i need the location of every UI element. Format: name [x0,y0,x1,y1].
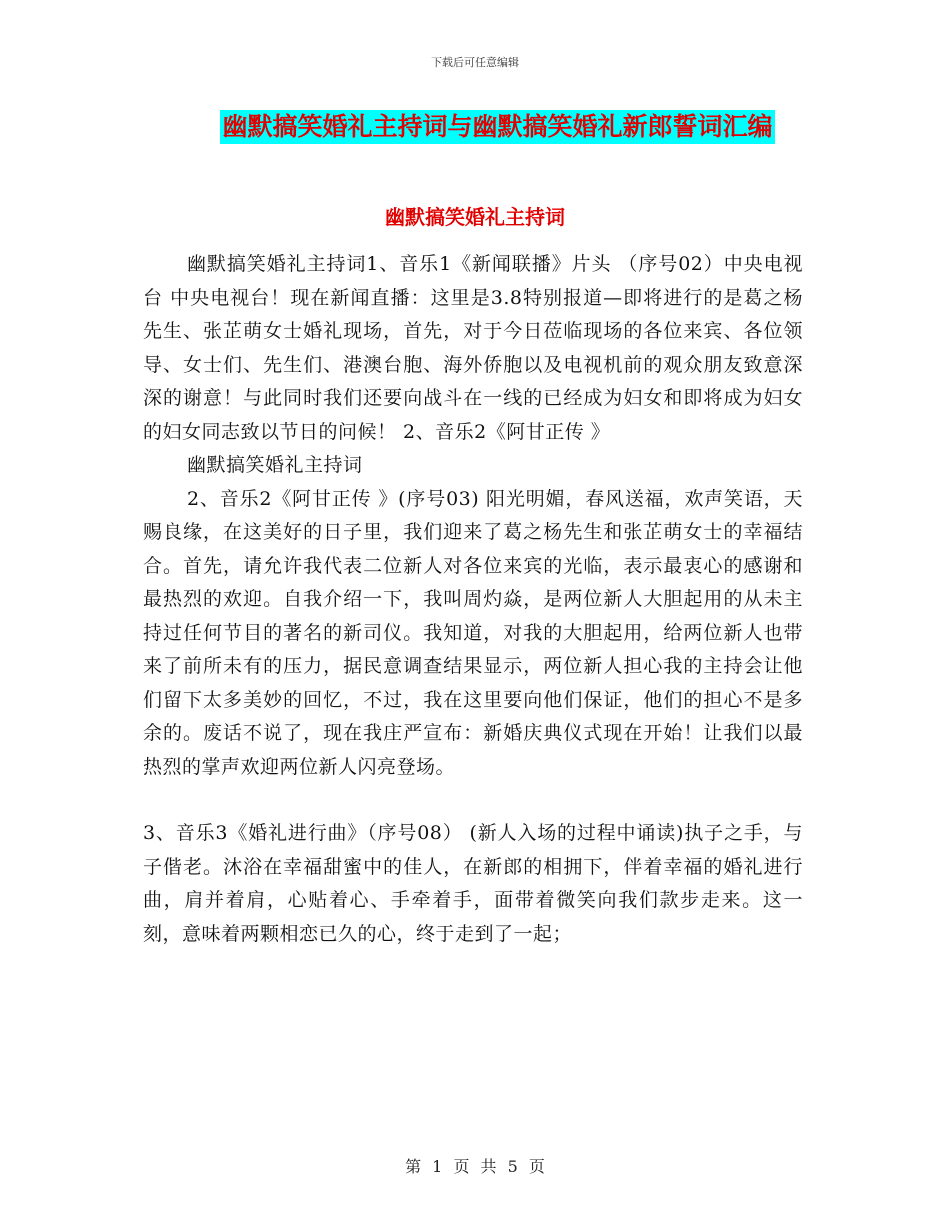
section-title: 幽默搞笑婚礼主持词 [385,205,565,229]
document-body [143,248,803,951]
paragraph-1: 幽默搞笑婚礼主持词1、音乐1《新闻联播》片头 （序号02）中央电视台 中央电视台！现在新闻直播：这里是3.8特别报道—即将进行的是葛之杨先生、张芷萌女士婚礼现场，首先，对于今日莅临现场的各位来宾、各位领导、女士们、先生们、港澳台胞、海外侨胞以及电视机前的观众朋友致意深深的谢意！与此同时我们还要向战斗在一线的已经成为妇女和即将成为妇女的妇女同志致以节日的问候！ 2、音乐2《阿甘正传 》 [143,253,803,443]
page-footer: 第 1 页 共 5 页 [405,1157,545,1176]
main-title: 幽默搞笑婚礼主持词与幽默搞笑婚礼新郎誓词汇编 [220,110,774,144]
main-title-wrap [0,110,950,144]
paragraph-2: 幽默搞笑婚礼主持词 [187,454,363,476]
paragraph-4: 3、音乐3《婚礼进行曲》（序号08） (新人入场的过程中诵读)执子之手，与子偕老。沐浴在幸福甜蜜中的佳人，在新郎的相拥下，伴着幸福的婚礼进行曲，肩并着肩，心贴着心、手牵着手，面带着微笑向我们款步走来。这一刻，意味着两颗相恋已久的心，终于走到了一起； [143,822,803,945]
header-note: 下载后可任意编辑 [431,56,519,69]
paragraph-3: 2、音乐2《阿甘正传 》(序号03) 阳光明媚，春风送福，欢声笑语，天赐良缘，在这美好的日子里，我们迎来了葛之杨先生和张芷萌女士的幸福结合。首先，请允许我代表二位新人对各位来宾的光临，表示最衷心的感谢和最热烈的欢迎。自我介绍一下，我叫周灼焱，是两位新人大胆起用的从未主持过任何节目的著名的新司仪。我知道，对我的大胆起用，给两位新人也带来了前所未有的压力，据民意调查结果显示，两位新人担心我的主持会让他们留下太多美妙的回忆，不过，我在这里要向他们保证，他们的担心不是多余的。废话不说了，现在我庄严宣布：新婚庆典仪式现在开始！让我们以最热烈的掌声欢迎两位新人闪亮登场。 [143,487,803,778]
